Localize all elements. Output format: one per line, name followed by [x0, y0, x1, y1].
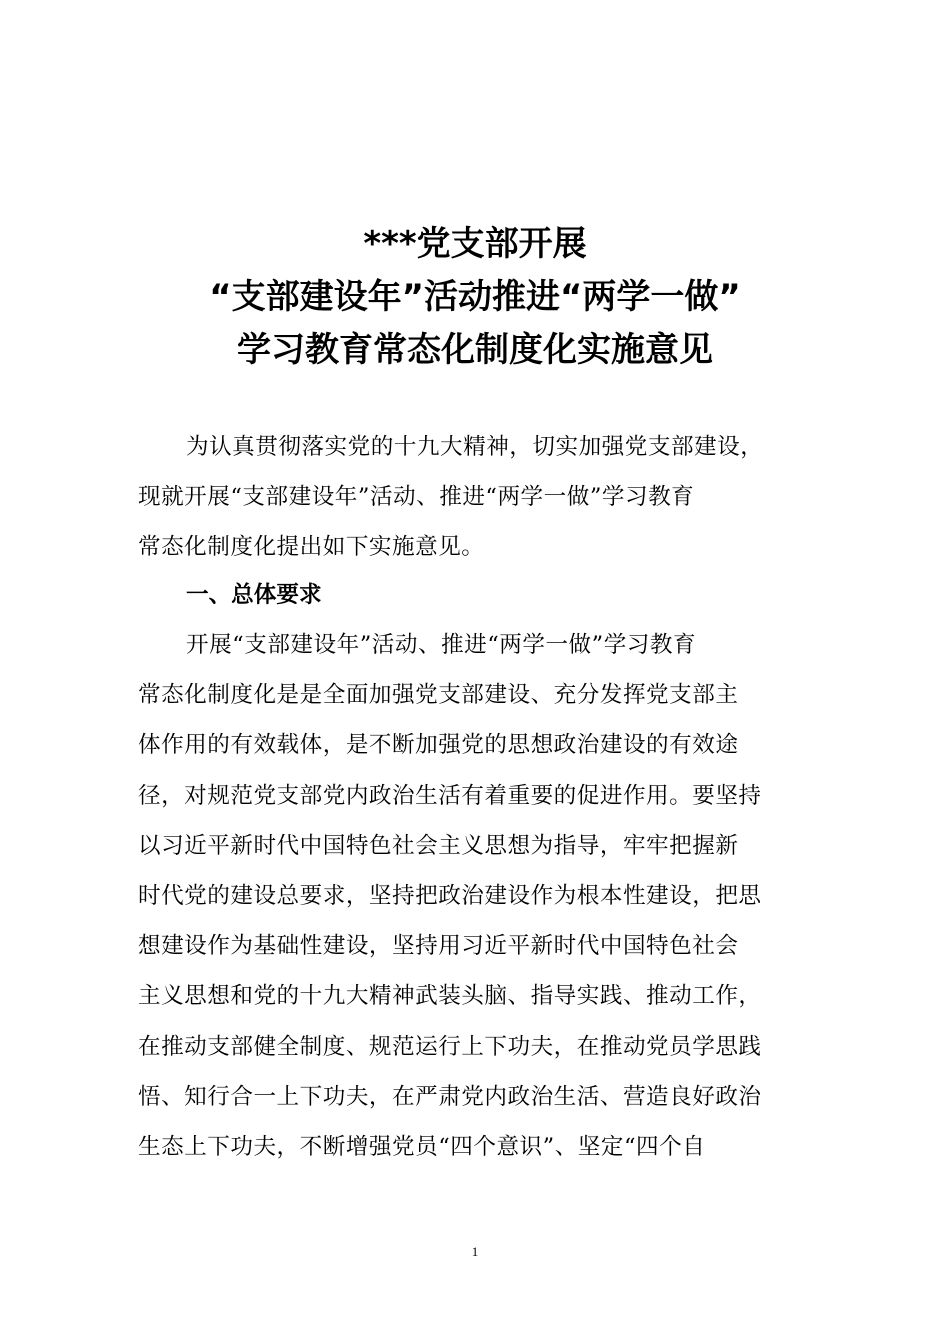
- document-title: [0, 218, 950, 377]
- paragraph-line: 径，对规范党支部党内政治生活有着重要的促进作用。要坚持: [138, 782, 762, 809]
- section-heading: 一、总体要求: [186, 582, 322, 608]
- title-line-1: ***党支部开展: [363, 224, 587, 264]
- paragraph-line: 开展“支部建设年”活动、推进“两学一做”学习教育: [186, 632, 697, 658]
- paragraph-line: 主义思想和党的十九大精神武装头脑、指导实践、推动工作，: [138, 983, 762, 1010]
- page-number: 1: [471, 1244, 479, 1259]
- paragraph-line: 想建设作为基础性建设，坚持用习近平新时代中国特色社会: [138, 933, 739, 960]
- intro-line: 为认真贯彻落实党的十九大精神，切实加强党支部建设，: [186, 434, 764, 460]
- body-paragraph: [138, 620, 818, 1172]
- paragraph-line: 悟、知行合一上下功夫，在严肃党内政治生活、营造良好政治: [138, 1083, 762, 1110]
- paragraph-line: 体作用的有效载体，是不断加强党的思想政治建设的有效途: [138, 732, 739, 759]
- intro-line: 常态化制度化提出如下实施意见。: [138, 534, 485, 561]
- intro-line: 现就开展“支部建设年”活动、推进“两学一做”学习教育: [138, 484, 695, 511]
- title-line-3: 学习教育常态化制度化实施意见: [237, 330, 713, 370]
- intro-paragraph: [138, 422, 818, 573]
- paragraph-line: 生态上下功夫，不断增强党员“四个意识”、坚定“四个自: [138, 1133, 706, 1160]
- paragraph-line: 常态化制度化是是全面加强党支部建设、充分发挥党支部主: [138, 682, 739, 709]
- paragraph-line: 在推动支部健全制度、规范运行上下功夫，在推动党员学思践: [138, 1033, 762, 1060]
- paragraph-line: 以习近平新时代中国特色社会主义思想为指导，牢牢把握新: [138, 832, 739, 859]
- title-line-2: “支部建设年”活动推进“两学一做”: [209, 277, 741, 317]
- paragraph-line: 时代党的建设总要求，坚持把政治建设作为根本性建设，把思: [138, 882, 762, 909]
